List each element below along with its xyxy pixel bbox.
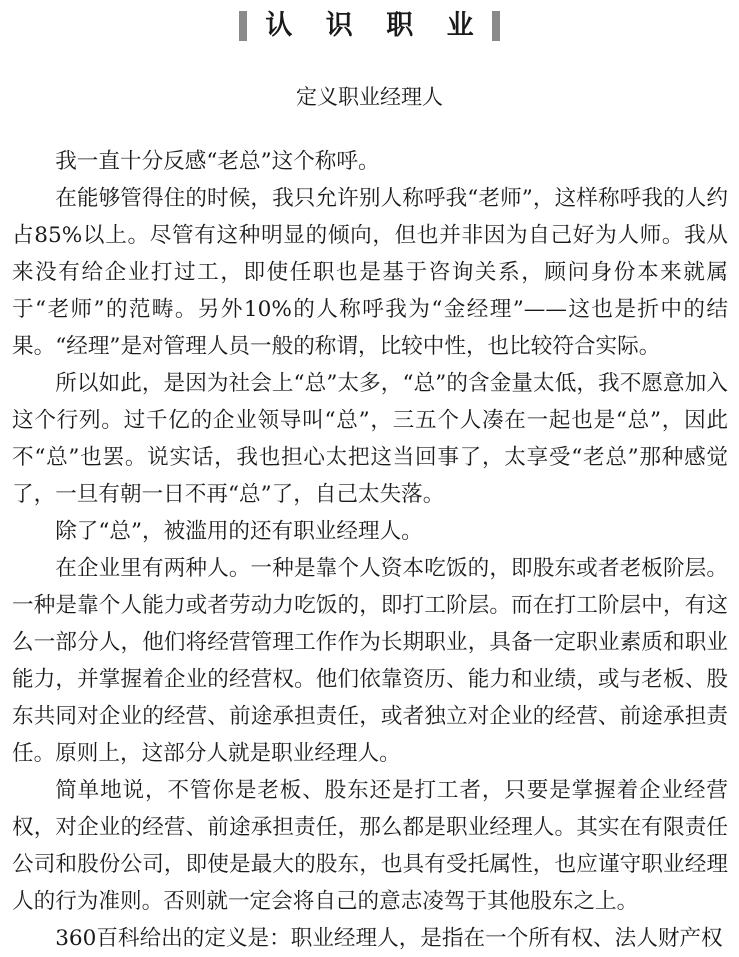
paragraph: 简单地说，不管你是老板、股东还是打工者，只要是掌握着企业经营权，对企业的经营、前途承担责任，那么都是职业经理人。其实在有限责任公司和股份公司，即使是最大的股东，也具有受托属性，也应谨守职业经理人的行为准则。否则就一定会将自己的意志凌驾于其他股东之上。: [12, 778, 728, 914]
section-title: 认 识 职 业: [265, 10, 486, 41]
section-header: [0, 8, 739, 44]
chapter-subtitle: 定义职业经理人: [296, 85, 443, 109]
paragraph: 所以如此，是因为社会上“总”太多，“总”的含金量太低，我不愿意加入这个行列。过千亿的企业领导叫“总”，三五个人凑在一起也是“总”，因此不“总”也罢。说实话，我也担心太把这当回事了，太享受“老总”那种感觉了，一旦有朝一日不再“总”了，自己太失落。: [12, 371, 728, 507]
paragraph: 我一直十分反感“老总”这个称呼。: [55, 149, 380, 174]
header-right-bar: [492, 11, 500, 41]
paragraph: 360百科给出的定义是：职业经理人，是指在一个所有权、法人财产权: [55, 926, 723, 951]
body-text: [12, 143, 728, 957]
paragraph: 在能够管得住的时候，我只允许别人称呼我“老师”，这样称呼我的人约占85%以上。尽管有这种明显的倾向，但也并非因为自己好为人师。我从来没有给企业打过工，即使任职也是基于咨询关系，顾问身份本来就属于“老师”的范畴。另外10%的人称呼我为“金经理”——这也是折中的结果。“经理”是对管理人员一般的称谓，比较中性，也比较符合实际。: [12, 186, 728, 359]
header-left-bar: [239, 11, 247, 41]
paragraph: 除了“总”，被滥用的还有职业经理人。: [55, 519, 423, 544]
paragraph: 在企业里有两种人。一种是靠个人资本吃饭的，即股东或者老板阶层。一种是靠个人能力或者劳动力吃饭的，即打工阶层。而在打工阶层中，有这么一部分人，他们将经营管理工作作为长期职业，具备一定职业素质和职业能力，并掌握着企业的经营权。他们依靠资历、能力和业绩，或与老板、股东共同对企业的经营、前途承担责任，或者独立对企业的经营、前途承担责任。原则上，这部分人就是职业经理人。: [12, 556, 728, 766]
